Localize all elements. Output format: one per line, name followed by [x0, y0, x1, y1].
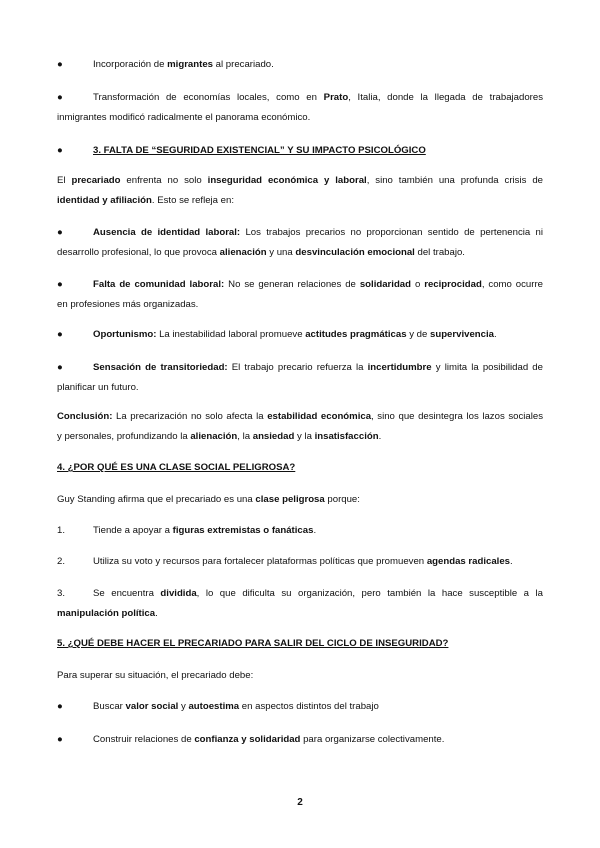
item-comunidad-line2: en profesiones más organizadas. [57, 299, 199, 310]
list-item-extremistas: Tiende a apoyar a figuras extremistas o fanáticas. [93, 525, 317, 536]
section-4-intro: Guy Standing afirma que el precariado es una clase peligrosa porque: [57, 494, 360, 505]
item-identidad-line1: Ausencia de identidad laboral: Los trabajos precarios no proporcionan sentido de pertenencia ni [93, 227, 543, 238]
list-item-dividida-line2: manipulación política. [57, 608, 158, 619]
bullet-marker: ● [57, 279, 63, 290]
bullet-marker: ● [57, 734, 63, 745]
page-number: 2 [297, 797, 303, 808]
section-3-heading: 3. FALTA DE “SEGURIDAD EXISTENCIAL” Y SU IMPACTO PSICOLÓGICO [93, 145, 426, 156]
bullet-confianza: Construir relaciones de confianza y solidaridad para organizarse colectivamente. [93, 734, 445, 745]
bullet-marker: ● [57, 227, 63, 238]
section-3-intro-line2: identidad y afiliación. Esto se refleja en: [57, 195, 235, 206]
section-5-heading: 5. ¿QUÉ DEBE HACER EL PRECARIADO PARA SALIR DEL CICLO DE INSEGURIDAD? [57, 638, 449, 649]
item-transitoriedad-line2: planificar un futuro. [57, 382, 139, 393]
conclusion-line1: Conclusión: La precarización no solo afecta la estabilidad económica, sino que desintegra los lazos sociales [57, 411, 543, 422]
list-item-agendas: Utiliza su voto y recursos para fortalecer plataformas políticas que promueven agendas radicales. [93, 556, 513, 567]
bullet-migrantes: Incorporación de migrantes al precariado. [93, 59, 274, 70]
conclusion-line2: y personales, profundizando la alienación, la ansiedad y la insatisfacción. [57, 431, 382, 442]
item-transitoriedad-line1: Sensación de transitoriedad: El trabajo precario refuerza la incertidumbre y limita la posibilidad de [93, 362, 543, 373]
item-identidad-line2: desarrollo profesional, lo que provoca alienación y una desvinculación emocional del trabajo. [57, 247, 465, 258]
bullet-marker: ● [57, 701, 63, 712]
list-number: 3. [57, 588, 66, 599]
section-5-intro: Para superar su situación, el precariado debe: [57, 670, 254, 681]
bullet-marker: ● [57, 362, 63, 373]
bullet-prato-line1: Transformación de economías locales, como en Prato, Italia, donde la llegada de trabajadores [93, 92, 543, 103]
list-number: 2. [57, 556, 66, 567]
bullet-valor-social: Buscar valor social y autoestima en aspectos distintos del trabajo [93, 701, 379, 712]
list-item-dividida-line1: Se encuentra dividida, lo que dificulta su organización, pero también la hace susceptible a la [93, 588, 543, 599]
bullet-marker: ● [57, 145, 63, 156]
bullet-marker: ● [57, 329, 63, 340]
bullet-marker: ● [57, 59, 63, 70]
item-oportunismo: Oportunismo: La inestabilidad laboral promueve actitudes pragmáticas y de supervivencia. [93, 329, 497, 340]
bullet-prato-line2: inmigrantes modificó radicalmente el panorama económico. [57, 112, 311, 123]
section-4-heading: 4. ¿POR QUÉ ES UNA CLASE SOCIAL PELIGROSA? [57, 462, 296, 473]
list-number: 1. [57, 525, 66, 536]
bullet-marker: ● [57, 92, 63, 103]
section-3-intro-line1: El precariado enfrenta no solo inseguridad económica y laboral, sino también una profunda crisis de [57, 175, 543, 186]
item-comunidad-line1: Falta de comunidad laboral: No se generan relaciones de solidaridad o reciprocidad, como ocurre [93, 279, 543, 290]
